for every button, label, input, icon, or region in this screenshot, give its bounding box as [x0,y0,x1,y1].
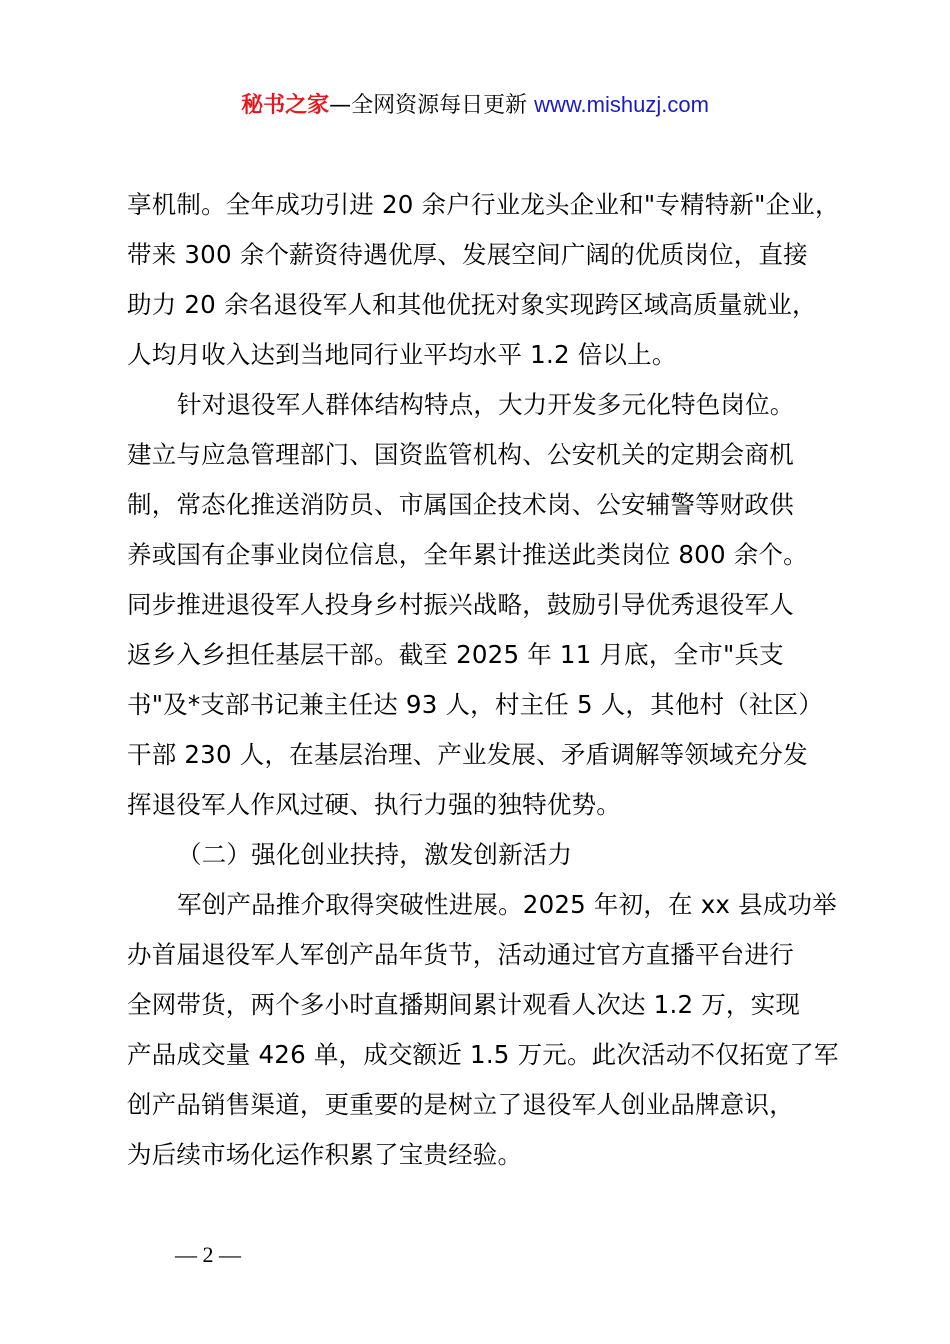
text-line: 人均月收入达到当地同行业平均水平 1.2 倍以上。 [127,340,677,369]
text-line: 同步推进退役军人投身乡村振兴战略，鼓励引导优秀退役军人 [127,590,794,619]
text-line: 建立与应急管理部门、国资监管机构、公安机关的定期会商机 [127,440,794,469]
text-line: 带来 300 余个薪资待遇优厚、发展空间广阔的优质岗位，直接 [127,240,808,269]
text-line: 为后续市场化运作积累了宝贵经验。 [127,1140,523,1169]
header-slogan: —全网资源每日更新 [329,93,528,118]
paragraph-start-line: 军创产品推介取得突破性进展。2025 年初，在 xx 县成功举 [177,890,837,919]
text-line: 办首届退役军人军创产品年货节，活动通过官方直播平台进行 [127,940,794,969]
text-line: 挥退役军人作风过硬、执行力强的独特优势。 [127,790,621,819]
text-line: 享机制。全年成功引进 20 余户行业龙头企业和"专精特新"企业， [127,190,840,219]
text-line: 产品成交量 426 单，成交额近 1.5 万元。此次活动不仅拓宽了军 [127,1040,839,1069]
site-header [0,88,950,123]
text-line: 助力 20 余名退役军人和其他优抚对象实现跨区域高质量就业， [127,290,817,319]
text-line: 全网带货，两个多小时直播期间累计观看人次达 1.2 万，实现 [127,990,801,1019]
text-line: 制，常态化推送消防员、市属国企技术岗、公安辅警等财政供 [127,490,794,519]
brand-name: 秘书之家 [241,93,330,118]
text-line: 养或国有企事业岗位信息，全年累计推送此类岗位 800 余个。 [127,540,808,569]
document-body [127,180,840,1180]
page-number: — 2 — [175,1242,241,1267]
paragraph-start-line: 针对退役军人群体结构特点，大力开发多元化特色岗位。 [177,390,795,419]
text-line: 干部 230 人，在基层治理、产业发展、矛盾调解等领域充分发 [127,740,808,769]
site-url-link[interactable]: www.mishuzj.com [534,92,709,117]
text-line: 返乡入乡担任基层干部。截至 2025 年 11 月底，全市"兵支 [127,640,784,669]
section-heading: （二）强化创业扶持，激发创新活力 [177,840,573,869]
text-line: 创产品销售渠道，更重要的是树立了退役军人创业品牌意识， [127,1090,794,1119]
text-line: 书"及*支部书记兼主任达 93 人，村主任 5 人，其他村（社区） [127,690,824,719]
